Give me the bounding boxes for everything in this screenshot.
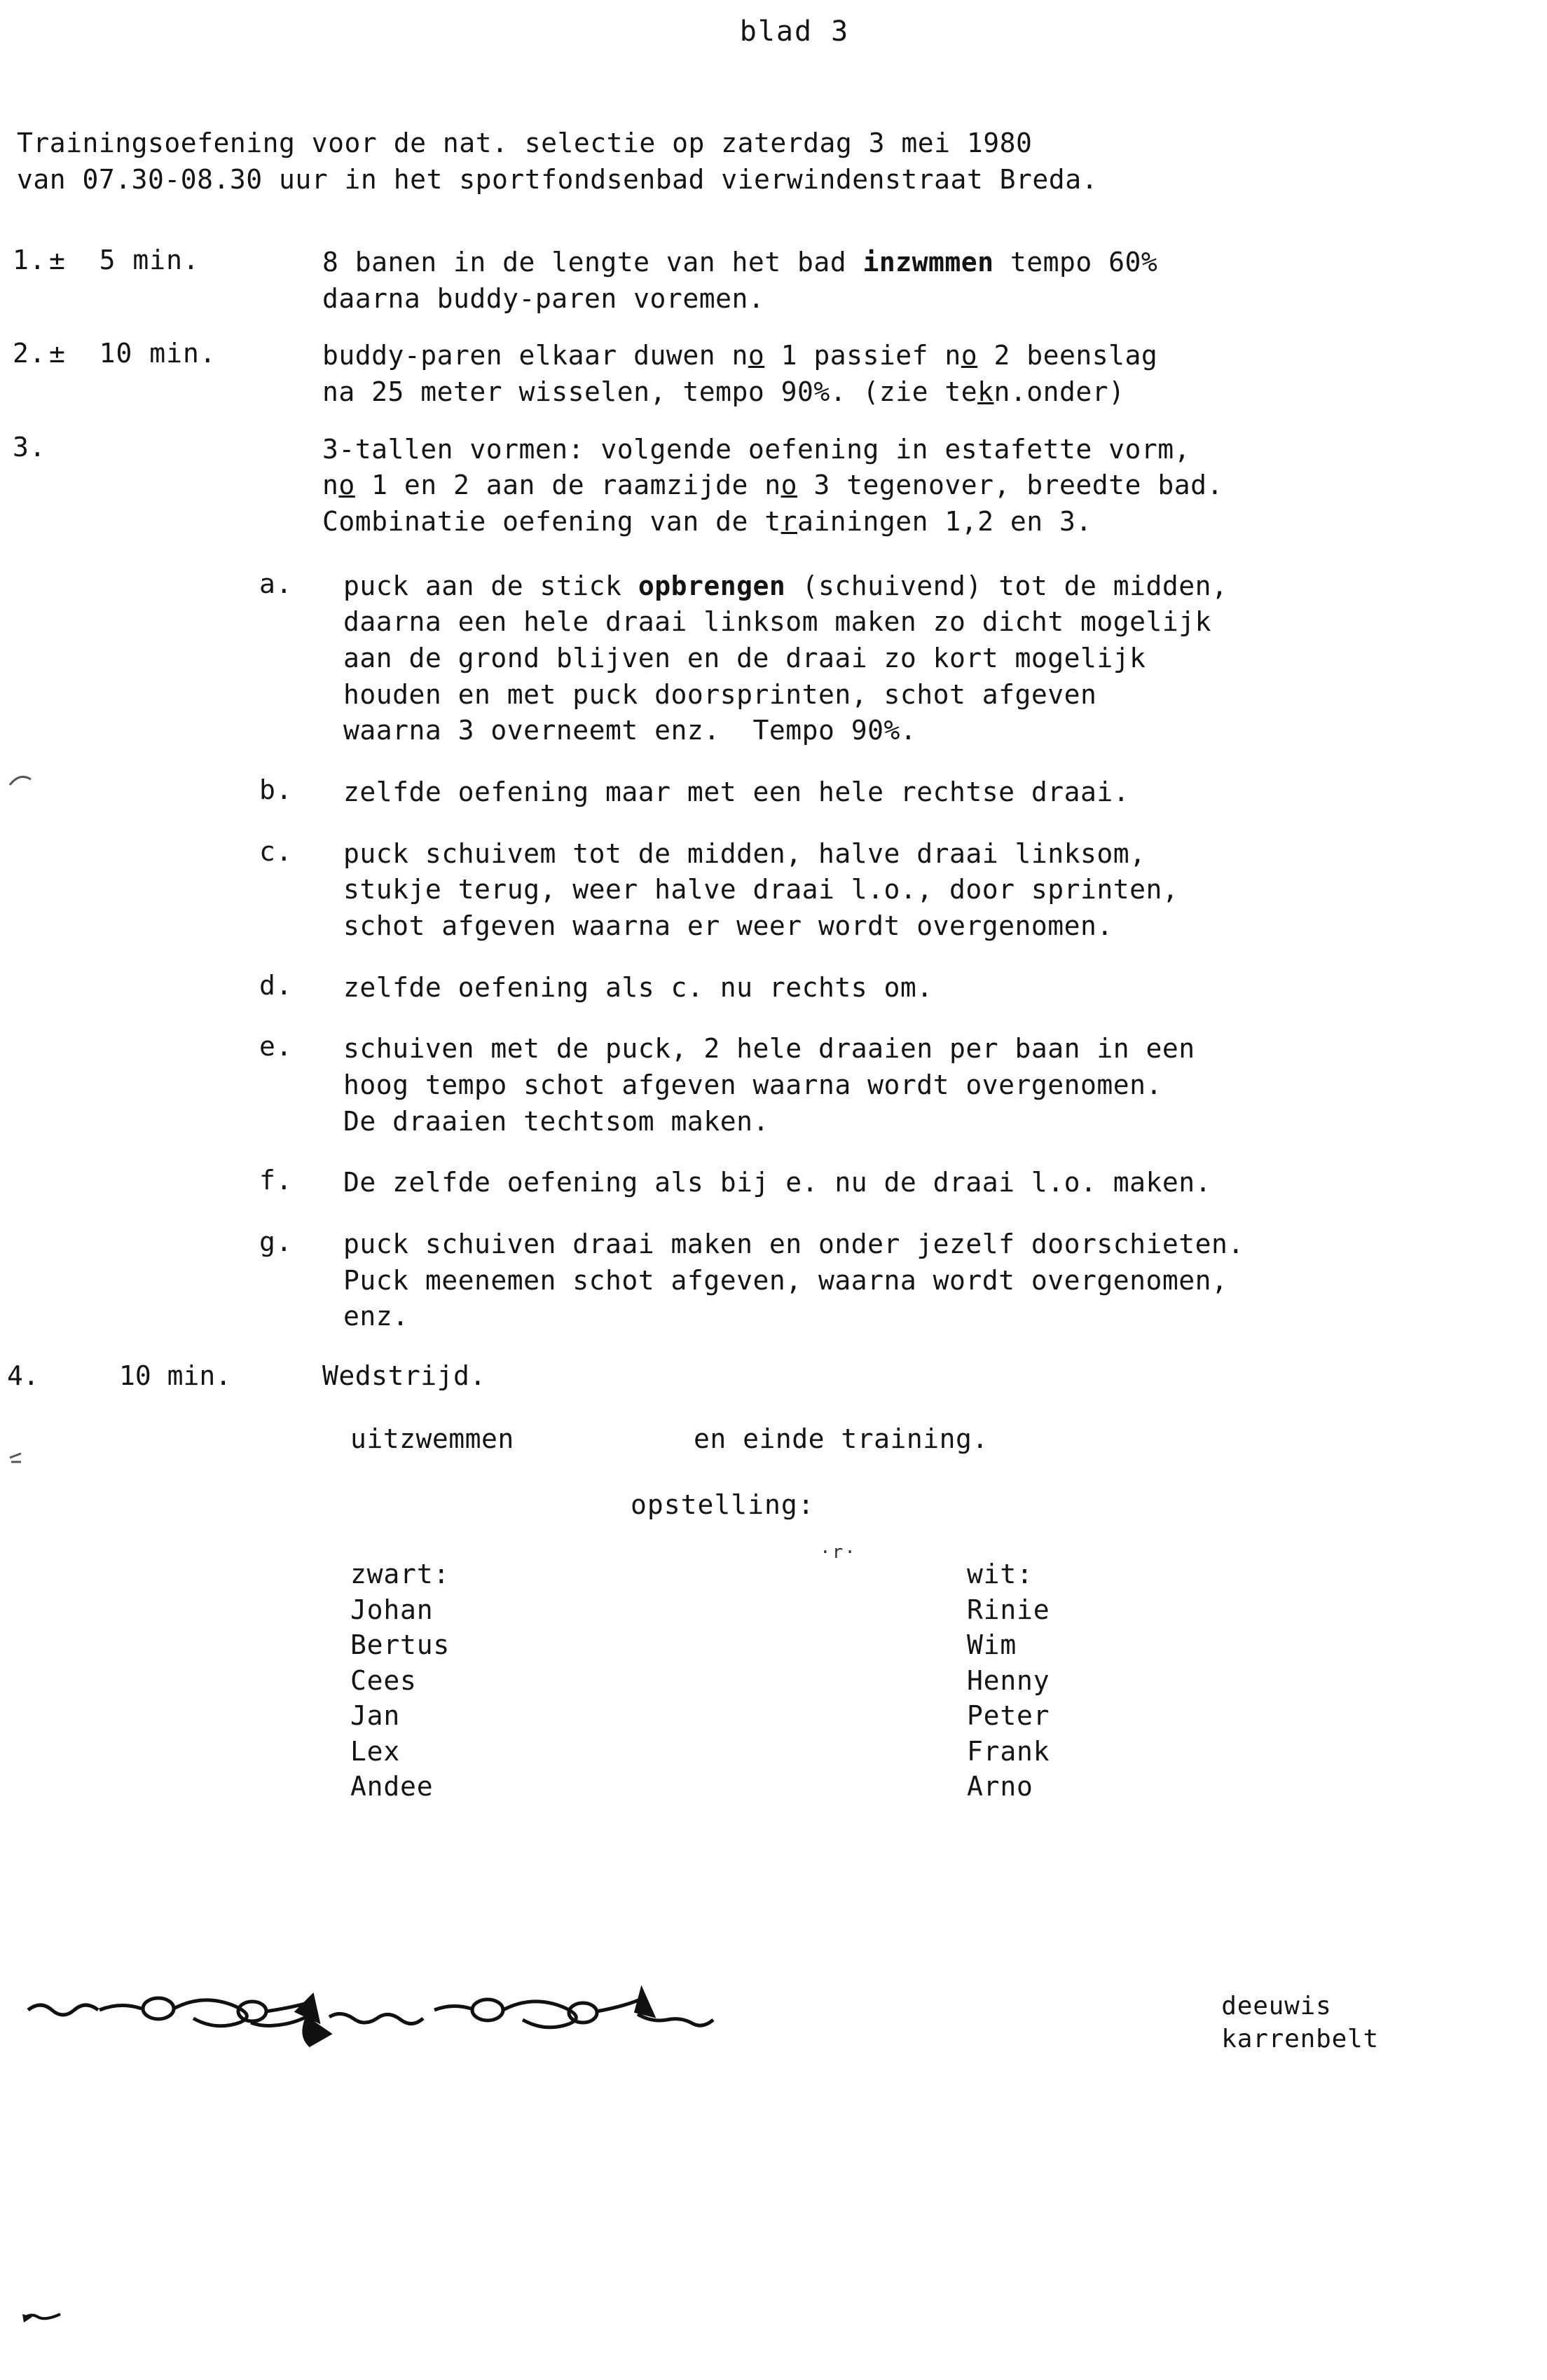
sub-list-item: [259, 1031, 1547, 1140]
item-body: Wedstrijd.: [322, 1360, 486, 1391]
item-body: [322, 432, 1547, 540]
item-number: 1.: [13, 244, 46, 275]
player-name: Arno: [967, 1771, 1033, 1803]
sub-item-body: [343, 774, 1547, 811]
lettered-sub-list: [259, 568, 1547, 1335]
sub-item-body: [343, 1031, 1547, 1140]
sub-item-line: schot afgeven waarna er weer wordt overgenomen.: [343, 910, 1113, 941]
player-name: Peter: [967, 1700, 1050, 1732]
sub-item-line: puck schuivem tot de midden, halve draai linksom,: [343, 837, 1146, 869]
signature-line: deeuwis: [1221, 1992, 1332, 2020]
player-name: Jan: [350, 1700, 401, 1732]
sub-item-line: houden en met puck doorsprinten, schot afgeven: [343, 678, 1097, 710]
player-name: Lex: [350, 1735, 401, 1767]
player-name: Bertus: [350, 1629, 451, 1661]
intro-line-2: van 07.30-08.30 uur in het sportfondsenbad vierwindenstraat Breda.: [17, 164, 1098, 196]
team-lineup: [350, 1557, 1547, 1805]
stray-pen-stroke: [7, 1444, 35, 1472]
item-line: daarna buddy-paren voremen.: [322, 282, 765, 314]
sub-item-line: De zelfde oefening als bij e. nu de draai l.o. maken.: [343, 1167, 1212, 1198]
item-line: no 1 en 2 aan de raamzijde no 3 tegenover, breedte bad.: [322, 470, 1223, 501]
item-duration: 10 min.: [119, 1360, 232, 1391]
item-number: 4.: [7, 1360, 39, 1391]
sub-item-body: [343, 1165, 1547, 1201]
sub-item-body: [343, 1226, 1547, 1335]
sub-item-letter: f.: [259, 1165, 293, 1196]
team-white-column: [967, 1557, 1289, 1805]
player-name: Frank: [967, 1735, 1050, 1767]
team-black-column: [350, 1557, 673, 1805]
item-number: 3.: [13, 431, 46, 463]
list-item: [0, 245, 1547, 317]
sub-item-letter: g.: [259, 1226, 293, 1257]
item-line: na 25 meter wisselen, tempo 90%. (zie tekn.onder): [322, 376, 1125, 407]
sub-item-body: [343, 970, 1547, 1006]
sub-list-item: [259, 1165, 1547, 1201]
intro-line-1: Trainingsoefening voor de nat. selectie op zaterdag 3 mei 1980: [17, 128, 1033, 158]
sub-item-line: De draaien techtsom maken.: [343, 1105, 769, 1137]
player-name: Cees: [350, 1664, 417, 1696]
handwritten-doodle: [21, 1955, 1016, 2067]
sub-item-line: daarna een hele draai linksom maken zo dicht mogelijk: [343, 606, 1212, 638]
sub-list-item: [259, 970, 1547, 1006]
item-line: Combinatie oefening van de trainingen 1,2 en 3.: [322, 505, 1092, 537]
sub-item-letter: b.: [259, 774, 293, 805]
sub-item-line: zelfde oefening maar met een hele rechtse draai.: [343, 776, 1130, 807]
signature-block: [1221, 1990, 1379, 2056]
sub-item-letter: a.: [259, 568, 293, 599]
sub-item-line: waarna 3 overneemt enz. Tempo 90%.: [343, 715, 917, 746]
sub-item-body: [343, 568, 1547, 749]
sub-item-line: aan de grond blijven en de draai zo kort mogelijk: [343, 642, 1146, 673]
sub-item-letter: e.: [259, 1031, 293, 1062]
team-header: zwart:: [350, 1559, 451, 1589]
numbered-item-list: [0, 245, 1547, 540]
list-item: [0, 338, 1547, 410]
sub-list-item: [259, 774, 1547, 811]
sub-item-line: enz.: [343, 1301, 409, 1332]
sub-item-body: [343, 836, 1547, 945]
item-number: 2.: [13, 338, 46, 369]
item-line: 3-tallen vormen: volgende oefening in estafette vorm,: [322, 433, 1191, 465]
sub-item-line: Puck meenemen schot afgeven, waarna wordt overgenomen,: [343, 1264, 1228, 1296]
item-duration: ± 10 min.: [49, 338, 216, 369]
player-name: Wim: [967, 1629, 1017, 1661]
bottom-ink-mark: [21, 2306, 63, 2327]
sub-item-line: stukje terug, weer halve draai l.o., door sprinten,: [343, 874, 1179, 905]
player-name: Henny: [967, 1664, 1050, 1696]
training-end-label: en einde training.: [694, 1423, 989, 1454]
item-line: 8 banen in de lengte van het bad inzwmmen tempo 60%: [322, 246, 1158, 278]
team-header: wit:: [967, 1559, 1033, 1589]
intro-paragraph: [17, 125, 1547, 198]
sub-item-line: puck aan de stick opbrengen (schuivend) tot de midden,: [343, 570, 1228, 601]
stray-pen-stroke: [8, 764, 36, 792]
sub-item-line: puck schuiven draai maken en onder jezelf doorschieten.: [343, 1228, 1244, 1259]
player-name: Rinie: [967, 1594, 1050, 1625]
signature-line: karrenbelt: [1221, 2024, 1379, 2053]
sub-item-line: schuiven met de puck, 2 hele draaien per baan in een: [343, 1033, 1195, 1065]
player-name: Johan: [350, 1594, 434, 1625]
item-body: [322, 245, 1547, 317]
sub-item-line: zelfde oefening als c. nu rechts om.: [343, 971, 933, 1003]
player-name: Andee: [350, 1771, 434, 1803]
stray-ink-mark: ·r·: [820, 1542, 857, 1563]
sub-item-line: hoog tempo schot afgeven waarna wordt overgenomen.: [343, 1069, 1162, 1100]
cooldown-row: [350, 1423, 1547, 1454]
lineup-heading: opstelling:: [631, 1489, 815, 1520]
page-label: blad 3: [739, 15, 850, 48]
item-body: [322, 338, 1547, 410]
cooldown-label: uitzwemmen: [350, 1423, 514, 1454]
final-list-item: [0, 1360, 1547, 1391]
item-duration: ± 5 min.: [49, 244, 200, 275]
sub-item-letter: d.: [259, 969, 293, 1001]
sub-list-item: [259, 836, 1547, 945]
sub-item-letter: c.: [259, 835, 293, 867]
item-line: buddy-paren elkaar duwen no 1 passief no 2 beenslag: [322, 340, 1158, 371]
sub-list-item: [259, 1226, 1547, 1335]
list-item: [0, 432, 1547, 540]
sub-list-item: [259, 568, 1547, 749]
